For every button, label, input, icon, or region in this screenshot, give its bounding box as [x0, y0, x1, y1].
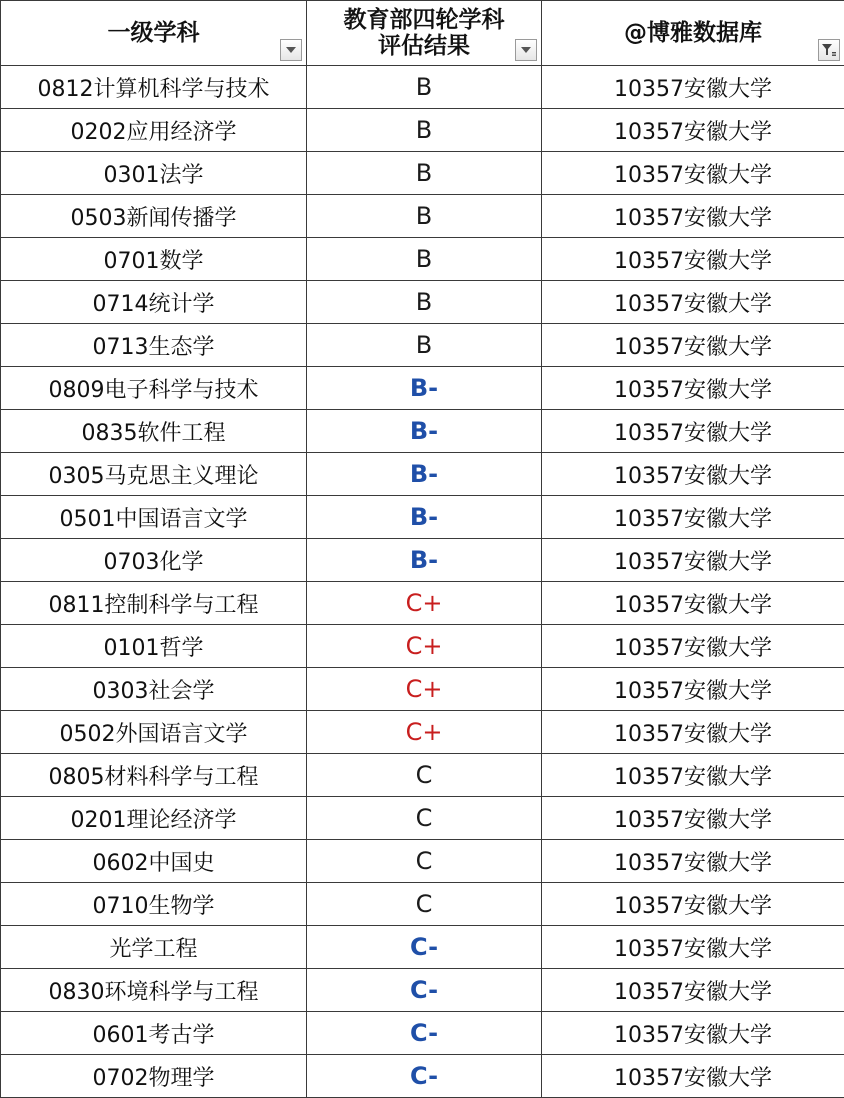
table-row	[1, 1012, 844, 1055]
cell-subject[interactable]: 0303社会学	[1, 668, 307, 711]
cell-school[interactable]: 10357安徽大学	[542, 324, 844, 367]
table-row	[1, 496, 844, 539]
cell-grade[interactable]	[307, 969, 542, 1012]
table-row	[1, 969, 844, 1012]
grade-value: C-	[410, 1062, 438, 1090]
grade-value: C	[416, 890, 433, 918]
cell-subject[interactable]: 0830环境科学与工程	[1, 969, 307, 1012]
grade-value: B	[416, 159, 432, 187]
cell-school[interactable]: 10357安徽大学	[542, 539, 844, 582]
cell-grade[interactable]	[307, 1012, 542, 1055]
table-row	[1, 797, 844, 840]
cell-school[interactable]: 10357安徽大学	[542, 883, 844, 926]
cell-subject[interactable]: 0835软件工程	[1, 410, 307, 453]
cell-subject[interactable]: 0301法学	[1, 152, 307, 195]
cell-grade[interactable]	[307, 668, 542, 711]
dropdown-arrow-icon[interactable]	[280, 39, 302, 61]
table-row	[1, 281, 844, 324]
cell-grade[interactable]	[307, 195, 542, 238]
cell-school[interactable]: 10357安徽大学	[542, 1012, 844, 1055]
cell-subject[interactable]: 0201理论经济学	[1, 797, 307, 840]
cell-grade[interactable]	[307, 926, 542, 969]
cell-grade[interactable]	[307, 797, 542, 840]
cell-school[interactable]: 10357安徽大学	[542, 926, 844, 969]
cell-subject[interactable]: 0703化学	[1, 539, 307, 582]
table-row	[1, 152, 844, 195]
cell-grade[interactable]	[307, 496, 542, 539]
cell-grade[interactable]	[307, 539, 542, 582]
table-row	[1, 453, 844, 496]
grade-value: C+	[406, 718, 443, 746]
grade-value: B-	[410, 460, 438, 488]
table-row	[1, 410, 844, 453]
grade-value: B-	[410, 546, 438, 574]
cell-subject[interactable]: 0202应用经济学	[1, 109, 307, 152]
grade-value: B	[416, 245, 432, 273]
grade-value: C-	[410, 976, 438, 1004]
cell-school[interactable]: 10357安徽大学	[542, 668, 844, 711]
cell-subject[interactable]: 0305马克思主义理论	[1, 453, 307, 496]
cell-grade[interactable]	[307, 1055, 542, 1098]
cell-subject[interactable]: 0714统计学	[1, 281, 307, 324]
cell-grade[interactable]	[307, 453, 542, 496]
column-header-source-label: @博雅数据库	[624, 20, 762, 46]
table-row	[1, 367, 844, 410]
cell-subject[interactable]: 0805材料科学与工程	[1, 754, 307, 797]
cell-grade[interactable]	[307, 754, 542, 797]
cell-school[interactable]: 10357安徽大学	[542, 496, 844, 539]
column-header-evaluation	[307, 1, 542, 66]
table-row	[1, 324, 844, 367]
dropdown-arrow-icon[interactable]	[515, 39, 537, 61]
grade-value: B	[416, 288, 432, 316]
grade-value: C+	[406, 589, 443, 617]
cell-grade[interactable]	[307, 883, 542, 926]
table-row	[1, 668, 844, 711]
cell-grade[interactable]	[307, 238, 542, 281]
grade-value: C	[416, 804, 433, 832]
grade-value: B	[416, 116, 432, 144]
cell-grade[interactable]	[307, 109, 542, 152]
header-row	[1, 1, 844, 66]
grade-value: B	[416, 73, 432, 101]
cell-school[interactable]: 10357安徽大学	[542, 969, 844, 1012]
cell-subject[interactable]: 0811控制科学与工程	[1, 582, 307, 625]
column-header-evaluation-line2: 评估结果	[378, 33, 470, 59]
cell-school[interactable]: 10357安徽大学	[542, 410, 844, 453]
cell-school[interactable]: 10357安徽大学	[542, 625, 844, 668]
column-header-source	[542, 1, 844, 66]
cell-subject[interactable]: 0701数学	[1, 238, 307, 281]
cell-school[interactable]: 10357安徽大学	[542, 66, 844, 109]
table-row	[1, 109, 844, 152]
table-row	[1, 754, 844, 797]
table-row	[1, 66, 844, 109]
table-row	[1, 238, 844, 281]
table-body	[1, 66, 844, 1098]
grade-value: B	[416, 202, 432, 230]
grade-value: B-	[410, 417, 438, 445]
column-header-subject-label: 一级学科	[108, 20, 200, 46]
cell-school[interactable]: 10357安徽大学	[542, 238, 844, 281]
cell-school[interactable]: 10357安徽大学	[542, 711, 844, 754]
cell-subject[interactable]: 0501中国语言文学	[1, 496, 307, 539]
grade-value: C+	[406, 675, 443, 703]
cell-grade[interactable]	[307, 66, 542, 109]
cell-school[interactable]: 10357安徽大学	[542, 367, 844, 410]
cell-subject[interactable]: 0710生物学	[1, 883, 307, 926]
column-header-subject	[1, 1, 307, 66]
table-row	[1, 1055, 844, 1098]
table-row	[1, 195, 844, 238]
cell-school[interactable]: 10357安徽大学	[542, 797, 844, 840]
cell-grade[interactable]	[307, 840, 542, 883]
cell-subject[interactable]: 0702物理学	[1, 1055, 307, 1098]
table-row	[1, 840, 844, 883]
grade-value: C	[416, 761, 433, 789]
cell-school[interactable]: 10357安徽大学	[542, 582, 844, 625]
cell-school[interactable]: 10357安徽大学	[542, 109, 844, 152]
cell-school[interactable]: 10357安徽大学	[542, 453, 844, 496]
column-header-evaluation-line1: 教育部四轮学科	[344, 7, 505, 33]
cell-grade[interactable]	[307, 152, 542, 195]
cell-subject[interactable]: 0713生态学	[1, 324, 307, 367]
grade-value: C-	[410, 1019, 438, 1047]
grade-value: B	[416, 331, 432, 359]
table-row	[1, 539, 844, 582]
cell-subject[interactable]: 0812计算机科学与技术	[1, 66, 307, 109]
table-row	[1, 883, 844, 926]
table-row	[1, 625, 844, 668]
cell-school[interactable]: 10357安徽大学	[542, 840, 844, 883]
cell-grade[interactable]	[307, 410, 542, 453]
cell-grade[interactable]	[307, 582, 542, 625]
filter-funnel-icon[interactable]	[818, 39, 840, 61]
grade-value: B-	[410, 503, 438, 531]
cell-school[interactable]: 10357安徽大学	[542, 281, 844, 324]
cell-grade[interactable]	[307, 367, 542, 410]
cell-grade[interactable]	[307, 281, 542, 324]
cell-grade[interactable]	[307, 625, 542, 668]
cell-school[interactable]: 10357安徽大学	[542, 152, 844, 195]
cell-subject[interactable]: 0101哲学	[1, 625, 307, 668]
table-row	[1, 926, 844, 969]
cell-subject[interactable]: 光学工程	[1, 926, 307, 969]
cell-subject[interactable]: 0602中国史	[1, 840, 307, 883]
cell-subject[interactable]: 0502外国语言文学	[1, 711, 307, 754]
table-row	[1, 582, 844, 625]
cell-school[interactable]: 10357安徽大学	[542, 754, 844, 797]
grade-value: C+	[406, 632, 443, 660]
cell-subject[interactable]: 0601考古学	[1, 1012, 307, 1055]
cell-subject[interactable]: 0503新闻传播学	[1, 195, 307, 238]
grade-value: C	[416, 847, 433, 875]
cell-school[interactable]: 10357安徽大学	[542, 1055, 844, 1098]
cell-subject[interactable]: 0809电子科学与技术	[1, 367, 307, 410]
cell-grade[interactable]	[307, 711, 542, 754]
cell-school[interactable]: 10357安徽大学	[542, 195, 844, 238]
cell-grade[interactable]	[307, 324, 542, 367]
table-row	[1, 711, 844, 754]
grade-value: C-	[410, 933, 438, 961]
grade-value: B-	[410, 374, 438, 402]
